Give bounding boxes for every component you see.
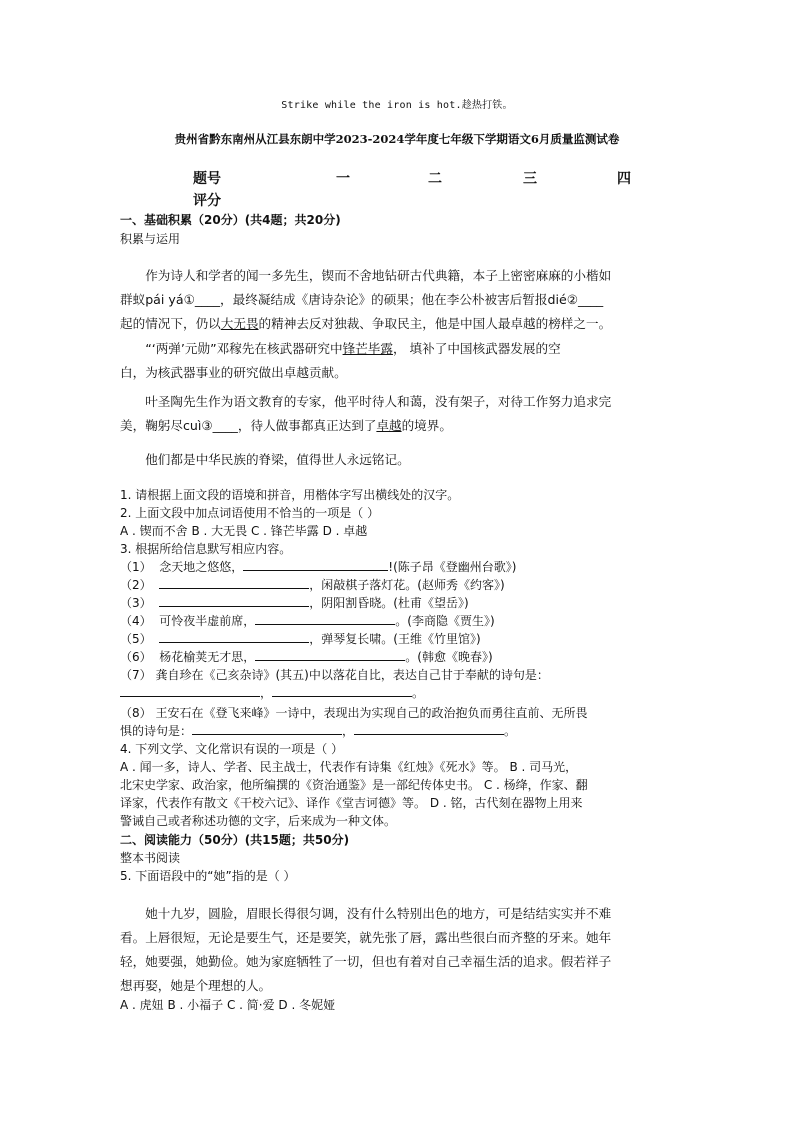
page-header: Strike while the iron is hot.趁热打铁。 xyxy=(281,100,513,111)
q3-item: （2） ，闲敲棋子落灯花。(赵师秀《约客》) xyxy=(120,578,505,592)
answer-blank[interactable] xyxy=(272,684,412,697)
passage-line: “‘两弹’元勋”邓稼先在核武器研究中锋芒毕露， 填补了中国核武器发展的空 xyxy=(145,341,561,356)
question-4-options: 译家，代表作有散文《干校六记》、译作《堂吉诃德》等。 D . 铭，古代刻在器物上用来 xyxy=(120,796,583,810)
q3-item-8-blanks: 惧的诗句是： ， 。 xyxy=(120,724,517,738)
question-2: 2. 上面文段中加点词语使用不恰当的一项是（ ） xyxy=(120,506,380,520)
q3-item: （6） 杨花榆荚无才思， 。(韩愈《晚春》) xyxy=(120,650,493,664)
answer-blank[interactable] xyxy=(120,684,260,697)
section1-heading: 一、基础积累（20分）(共4题；共20分) xyxy=(120,213,341,227)
passage-line: 白，为核武器事业的研究做出卓越贡献。 xyxy=(120,365,347,380)
passage-line: 她十九岁，圆脸，眉眼长得很匀调，没有什么特别出色的地方，可是结结实实并不难 xyxy=(145,906,612,921)
answer-blank[interactable] xyxy=(159,594,309,607)
score-table-header: 题号 xyxy=(193,171,221,187)
question-4: 4. 下列文学、文化常识有误的一项是（ ） xyxy=(120,742,344,756)
passage-line: 作为诗人和学者的闻一多先生，锲而不舍地钻研古代典籍，本子上密密麻麻的小楷如 xyxy=(145,268,612,283)
passage-line: 轻，她要强，她勤俭。她为家庭牺牲了一切，但也有着对自己幸福生活的追求。假若祥子 xyxy=(120,954,612,969)
answer-blank[interactable] xyxy=(255,648,405,661)
section1-sub: 积累与运用 xyxy=(120,232,181,246)
question-4-options: 警诫自己或者称述功德的文字，后来成为一种文体。 xyxy=(120,814,397,828)
answer-blank[interactable] xyxy=(192,722,342,735)
answer-blank[interactable] xyxy=(243,558,388,571)
question-5-options: A . 虎妞 B . 小福子 C . 简·爱 D . 冬妮娅 xyxy=(120,998,336,1012)
q3-item-7-blanks: ， 。 xyxy=(120,684,680,702)
score-table-col: 三 xyxy=(523,171,537,187)
passage5 xyxy=(120,902,675,998)
q3-item: （3） ，阴阳割昏晓。(杜甫《望岳》) xyxy=(120,596,469,610)
section2-sub: 整本书阅读 xyxy=(120,851,181,865)
passage-line: 群蚁pái yá①____，最终凝结成《唐诗杂论》的硕果；他在李公朴被害后暂报dié②____ xyxy=(120,292,604,307)
underlined-term: 卓越 xyxy=(376,418,402,433)
question-2-options: A . 锲而不舍 B . 大无畏 C . 锋芒毕露 D . 卓越 xyxy=(120,524,368,538)
passage-line: 看。上唇很短，无论是要生气，还是要笑，就先张了唇，露出些很白而齐整的牙来。她年 xyxy=(120,930,612,945)
question-4-options: A . 闻一多，诗人、学者、民主战士，代表作有诗集《红烛》《死水》等。 B . 司马光， xyxy=(120,760,578,774)
score-table-col: 一 xyxy=(336,171,350,187)
passage3 xyxy=(120,390,675,438)
passage2 xyxy=(120,337,675,385)
score-table-col: 二 xyxy=(428,171,442,187)
q3-item-7: （7） 龚自珍在《己亥杂诗》(其五)中以落花自比，表达自己甘于奉献的诗句是： xyxy=(120,668,549,682)
question-4-options: 北宋史学家、政治家，他所编撰的《资治通鉴》是一部纪传体史书。 C . 杨绛，作家、翻 xyxy=(120,778,588,792)
answer-blank[interactable] xyxy=(159,576,309,589)
answer-blank[interactable] xyxy=(159,630,309,643)
question-5: 5. 下面语段中的“她”指的是（ ） xyxy=(120,869,296,883)
score-label: 评分 xyxy=(193,193,221,209)
score-table-col: 四 xyxy=(617,171,631,187)
underlined-term: 锋芒毕露 xyxy=(342,341,393,356)
exam-title: 贵州省黔东南州从江县东朗中学2023-2024学年度七年级下学期语文6月质量监测试卷 xyxy=(174,132,620,146)
question-1: 1. 请根据上面文段的语境和拼音，用楷体字写出横线处的汉字。 xyxy=(120,488,460,502)
passage4 xyxy=(120,448,675,472)
passage-line: 起的情况下，仍以大无畏的精神去反对独裁、争取民主，他是中国人最卓越的榜样之一。 xyxy=(120,316,612,331)
answer-blank[interactable] xyxy=(354,722,504,735)
question-3: 3. 根据所给信息默写相应内容。 xyxy=(120,542,292,556)
q3-item: （5） ，弹琴复长啸。(王维《竹里馆》) xyxy=(120,632,481,646)
passage-line: 他们都是中华民族的脊梁，值得世人永远铭记。 xyxy=(145,452,410,467)
q3-item: （1） 念天地之悠悠， !(陈子昂《登幽州台歌》) xyxy=(120,560,517,574)
answer-blank[interactable] xyxy=(255,612,395,625)
passage1 xyxy=(120,264,675,336)
passage-line: 想再娶，她是个理想的人。 xyxy=(120,978,272,993)
passage-line: 美，鞠躬尽cuì③____，待人做事都真正达到了卓越的境界。 xyxy=(120,418,452,433)
underlined-term: 大无畏 xyxy=(220,316,259,331)
q3-item-8: （8） 王安石在《登飞来峰》一诗中，表现出为实现自己的政治抱负而勇往直前、无所畏 xyxy=(120,706,588,720)
section2-heading: 二、阅读能力（50分）(共15题；共50分) xyxy=(120,833,350,847)
passage-line: 叶圣陶先生作为语文教育的专家，他平时待人和蔼，没有架子，对待工作努力追求完 xyxy=(145,394,612,409)
q3-item: （4） 可怜夜半虚前席， 。(李商隐《贾生》) xyxy=(120,614,495,628)
